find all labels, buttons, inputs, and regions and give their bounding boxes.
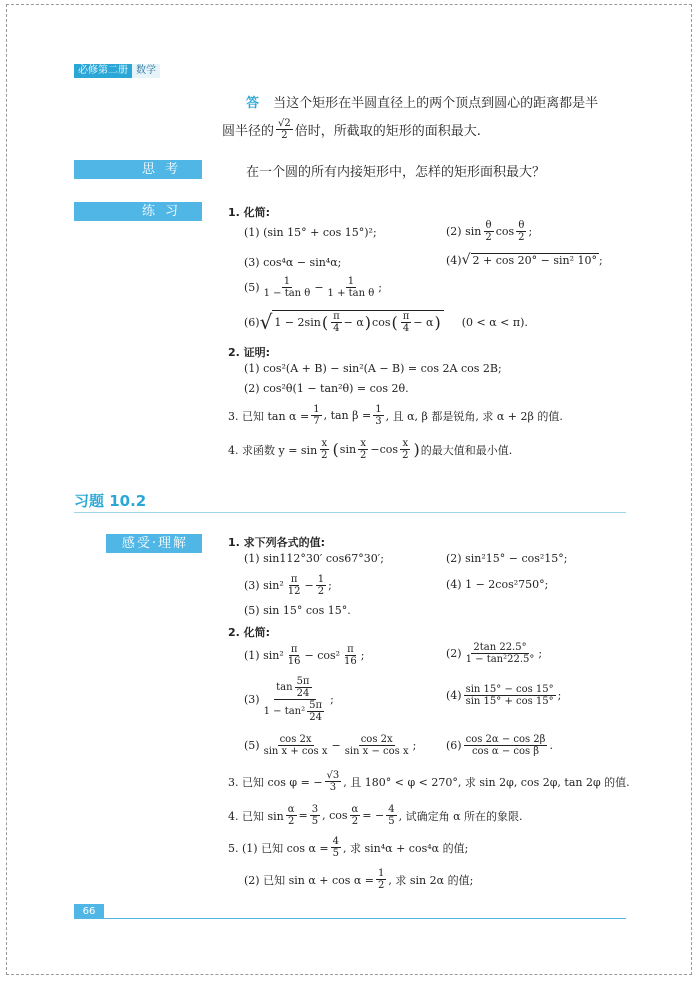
practice-q1-1: (1) (sin 15° + cos 15°)²; bbox=[244, 226, 377, 239]
numerator: cos 2x bbox=[279, 734, 312, 745]
numerator: π bbox=[290, 644, 298, 655]
section-title: 习题 10.2 bbox=[74, 492, 147, 510]
text: 1 − 2sin bbox=[274, 316, 321, 329]
numerator: 1 bbox=[378, 868, 385, 879]
text: − cos² bbox=[304, 649, 341, 662]
fraction bbox=[401, 311, 412, 334]
fraction bbox=[464, 642, 537, 665]
answer-text-2b: 倍时，所截取的矩形的面积最大. bbox=[294, 124, 481, 139]
denominator: 2 bbox=[281, 130, 288, 141]
fraction bbox=[373, 404, 383, 427]
left-paren: ( bbox=[391, 313, 398, 332]
fraction bbox=[325, 770, 342, 793]
denominator bbox=[262, 700, 328, 723]
square-root bbox=[462, 252, 599, 268]
denominator: 7 bbox=[313, 416, 320, 427]
text: (3) bbox=[244, 693, 260, 706]
section-divider bbox=[74, 512, 626, 513]
text: ; bbox=[360, 649, 365, 662]
right-paren: ) bbox=[413, 440, 420, 459]
fraction bbox=[464, 734, 548, 757]
denominator: 2 bbox=[485, 232, 492, 243]
text: (2) 已知 sin α + cos α = bbox=[244, 873, 375, 887]
text: 3. 已知 tan α = bbox=[228, 409, 310, 423]
exercise-q2-6 bbox=[446, 734, 553, 757]
numerator: α bbox=[287, 804, 295, 815]
practice-q1-4 bbox=[446, 252, 603, 268]
text: 4. 已知 sin bbox=[228, 809, 284, 823]
numerator: x bbox=[360, 438, 367, 449]
text: (1) sin² bbox=[244, 649, 284, 662]
practice-q1-6 bbox=[244, 310, 528, 334]
numerator: α bbox=[351, 804, 359, 815]
question-text: 2. 证明: bbox=[228, 346, 271, 359]
denominator: sin x + cos x bbox=[263, 746, 328, 757]
fraction bbox=[307, 700, 324, 723]
fraction bbox=[286, 804, 297, 827]
fraction bbox=[342, 644, 359, 667]
text: = bbox=[298, 809, 308, 822]
text: cos bbox=[495, 225, 515, 238]
fraction bbox=[358, 438, 368, 461]
fraction bbox=[516, 220, 526, 243]
text: = − bbox=[362, 809, 385, 822]
denominator: 2 bbox=[518, 232, 525, 243]
numerator: π bbox=[290, 574, 298, 585]
left-paren: ( bbox=[332, 440, 339, 459]
denominator: 1 − tan θ bbox=[263, 288, 311, 299]
fraction bbox=[331, 836, 341, 859]
fraction bbox=[310, 804, 320, 827]
text: cos bbox=[372, 316, 391, 329]
fraction bbox=[311, 404, 321, 427]
exercise-q2-1 bbox=[244, 644, 365, 667]
text: 3. 已知 cos φ = − bbox=[228, 775, 323, 789]
text: ; bbox=[557, 689, 562, 702]
exercise-q2 bbox=[228, 624, 274, 640]
text: (5) bbox=[244, 281, 260, 294]
footer-divider bbox=[104, 918, 626, 919]
text: − α bbox=[413, 316, 434, 329]
numerator: 2tan 22.5° bbox=[473, 642, 527, 653]
square-root bbox=[260, 310, 444, 334]
text: ; bbox=[528, 225, 533, 238]
numerator: 5π bbox=[296, 676, 310, 687]
fraction bbox=[262, 734, 330, 757]
denominator: 2 bbox=[360, 450, 367, 461]
text: , 求 sin⁴α + cos⁴α 的值; bbox=[343, 841, 469, 855]
fraction bbox=[376, 868, 386, 891]
numerator: 1 bbox=[283, 276, 291, 287]
question-text: 1. 求下列各式的值: bbox=[228, 536, 326, 549]
text: 1 − tan² bbox=[263, 706, 306, 717]
text: ; bbox=[412, 739, 417, 752]
text: (4) bbox=[446, 253, 462, 267]
fraction bbox=[350, 804, 361, 827]
radical-sign: √ bbox=[259, 310, 273, 334]
text: , 且 180° < φ < 270°, 求 sin 2φ, cos 2φ, tan 2φ 的值. bbox=[343, 775, 630, 789]
exercise-label-bar: 感受·理解 bbox=[106, 534, 202, 553]
right-paren: ) bbox=[364, 313, 372, 332]
denominator: 4 bbox=[333, 323, 340, 334]
denominator: 2 bbox=[351, 816, 359, 827]
text: 4. 求函数 y = sin bbox=[228, 443, 318, 457]
denominator: 16 bbox=[287, 656, 301, 667]
numerator: 1 bbox=[317, 574, 325, 585]
exercise-q2-5 bbox=[244, 734, 416, 757]
think-label-bar: 思考 bbox=[74, 160, 202, 179]
running-header bbox=[74, 64, 160, 78]
denominator: 12 bbox=[287, 586, 301, 597]
fraction bbox=[276, 118, 293, 141]
denominator: 3 bbox=[329, 782, 337, 793]
fraction bbox=[464, 684, 556, 707]
numerator: √2 bbox=[278, 118, 291, 129]
radicand bbox=[272, 310, 443, 334]
numerator: θ bbox=[518, 220, 525, 231]
text: (2) sin bbox=[446, 225, 482, 238]
text: ; bbox=[599, 253, 603, 267]
text: . bbox=[549, 739, 553, 752]
question-text: 2. 化简: bbox=[228, 626, 271, 639]
practice-q3 bbox=[228, 404, 563, 427]
fraction bbox=[386, 804, 396, 827]
text: , 求 sin 2α 的值; bbox=[388, 873, 474, 887]
practice-q1-5 bbox=[244, 276, 382, 299]
numerator: sin 15° − cos 15° bbox=[465, 684, 554, 695]
denominator: 2 bbox=[287, 816, 295, 827]
practice-label-bar: 练习 bbox=[74, 202, 202, 221]
denominator: 4 bbox=[402, 323, 410, 334]
denominator: sin 15° + cos 15° bbox=[465, 696, 554, 707]
left-paren: ( bbox=[321, 313, 329, 332]
exercise-q1-2: (2) sin²15° − cos²15°; bbox=[446, 552, 568, 565]
numerator: π bbox=[333, 311, 340, 322]
fraction bbox=[316, 574, 326, 597]
text: , 且 α, β 都是锐角, 求 α + 2β 的值. bbox=[385, 409, 563, 423]
numerator: 3 bbox=[311, 804, 319, 815]
answer-text-2a: 圆半径的 bbox=[222, 124, 275, 139]
denominator: 2 bbox=[321, 450, 328, 461]
denominator: 5 bbox=[388, 816, 395, 827]
numerator: x bbox=[321, 438, 328, 449]
numerator: π bbox=[347, 644, 354, 655]
text: (6) bbox=[244, 315, 260, 329]
exercise-q5-2 bbox=[244, 868, 473, 891]
exercise-q5-1 bbox=[228, 836, 468, 859]
fraction bbox=[326, 276, 377, 299]
exercise-q4 bbox=[228, 804, 523, 827]
denominator: 2 bbox=[317, 586, 325, 597]
denominator: 16 bbox=[344, 656, 357, 667]
exercise-q3 bbox=[228, 770, 630, 793]
denominator: 5 bbox=[332, 848, 340, 859]
text: − α bbox=[343, 316, 364, 329]
practice-q2 bbox=[228, 344, 274, 360]
denominator: 1 + tan θ bbox=[327, 288, 375, 299]
radical-sign: √ bbox=[461, 252, 471, 268]
denominator: 2 bbox=[378, 880, 385, 891]
page-number: 66 bbox=[74, 904, 104, 919]
fraction bbox=[262, 276, 313, 299]
text: (0 < α < π). bbox=[461, 315, 528, 329]
text: − bbox=[314, 281, 324, 294]
text: (2) bbox=[446, 647, 462, 660]
practice-q1-2 bbox=[446, 220, 532, 243]
denominator: cos α − cos β bbox=[471, 746, 540, 757]
exercise-q2-4 bbox=[446, 684, 561, 707]
text: ; bbox=[378, 281, 382, 294]
numerator: 5π bbox=[309, 700, 323, 711]
numerator: π bbox=[402, 311, 410, 322]
answer-line-2 bbox=[222, 118, 481, 141]
book-label: 必修第二册 bbox=[74, 64, 132, 78]
answer-line-1 bbox=[246, 92, 598, 111]
fraction bbox=[331, 311, 342, 334]
question-text: 1. 化简: bbox=[228, 206, 271, 219]
exercise-q1-3 bbox=[244, 574, 332, 597]
exercise-q2-2 bbox=[446, 642, 542, 665]
think-text: 在一个圆的所有内接矩形中，怎样的矩形面积最大？ bbox=[246, 165, 546, 180]
numerator: 4 bbox=[332, 836, 340, 847]
numerator: √3 bbox=[326, 770, 340, 781]
text: , tan β = bbox=[323, 409, 372, 422]
numerator: 1 bbox=[313, 404, 320, 415]
exercise-q2-3 bbox=[244, 676, 334, 723]
numerator: 1 bbox=[375, 404, 382, 415]
radicand: 2 + cos 20° − sin² 10° bbox=[472, 254, 598, 267]
text: − bbox=[304, 579, 314, 592]
denominator: 24 bbox=[309, 712, 322, 723]
numerator: 1 bbox=[347, 276, 355, 287]
numerator: 4 bbox=[388, 804, 395, 815]
denominator: 24 bbox=[296, 688, 310, 699]
exercise-q1 bbox=[228, 534, 329, 550]
practice-q1-3: (3) cos⁴α − sin⁴α; bbox=[244, 256, 342, 269]
text: , cos bbox=[322, 809, 348, 822]
text: (4) bbox=[446, 689, 462, 702]
subject-label: 数学 bbox=[132, 64, 160, 78]
text: ; bbox=[330, 693, 334, 706]
text: , 试确定角 α 所在的象限. bbox=[398, 809, 523, 823]
numerator: θ bbox=[485, 220, 492, 231]
fraction bbox=[319, 438, 329, 461]
practice-q4 bbox=[228, 438, 512, 461]
fraction bbox=[286, 574, 303, 597]
numerator: cos 2α − cos 2β bbox=[465, 734, 546, 745]
practice-q1 bbox=[228, 204, 274, 220]
exercise-q1-4: (4) 1 − 2cos²750°; bbox=[446, 578, 549, 591]
denominator: sin x − cos x bbox=[344, 746, 409, 757]
denominator: 5 bbox=[311, 816, 319, 827]
fraction bbox=[295, 676, 312, 699]
right-paren: ) bbox=[434, 313, 441, 332]
answer-text-1: 当这个矩形在半圆直径上的两个顶点到圆心的距离都是半 bbox=[273, 96, 599, 111]
text: cos bbox=[379, 443, 399, 456]
fraction bbox=[400, 438, 410, 461]
exercise-q1-5: (5) sin 15° cos 15°. bbox=[244, 604, 351, 617]
denominator: 1 − tan²22.5° bbox=[465, 654, 535, 665]
practice-q2-1: (1) cos²(A + B) − sin²(A − B) = cos 2A cos 2B; bbox=[244, 362, 502, 375]
exercise-q1-1: (1) sin112°30′ cos67°30′; bbox=[244, 552, 384, 565]
numerator: cos 2x bbox=[360, 734, 393, 745]
text: ; bbox=[328, 579, 332, 592]
text: tan bbox=[276, 682, 293, 693]
text: (3) sin² bbox=[244, 579, 284, 592]
denominator: 3 bbox=[375, 416, 382, 427]
text: 的最大值和最小值. bbox=[420, 443, 513, 457]
denominator: 2 bbox=[402, 450, 409, 461]
text: sin bbox=[339, 443, 357, 456]
fraction bbox=[286, 644, 303, 667]
numerator bbox=[274, 676, 315, 700]
answer-label: 答 bbox=[246, 96, 260, 111]
text: (5) bbox=[244, 739, 260, 752]
text: 5. (1) 已知 cos α = bbox=[228, 841, 329, 855]
text: − bbox=[331, 739, 341, 752]
fraction bbox=[262, 676, 328, 723]
practice-q2-2: (2) cos²θ(1 − tan²θ) = cos 2θ. bbox=[244, 382, 409, 395]
text: (6) bbox=[446, 739, 462, 752]
fraction bbox=[483, 220, 493, 243]
text: ; bbox=[538, 647, 543, 660]
fraction bbox=[343, 734, 411, 757]
numerator: x bbox=[402, 438, 409, 449]
text: − bbox=[370, 443, 380, 456]
